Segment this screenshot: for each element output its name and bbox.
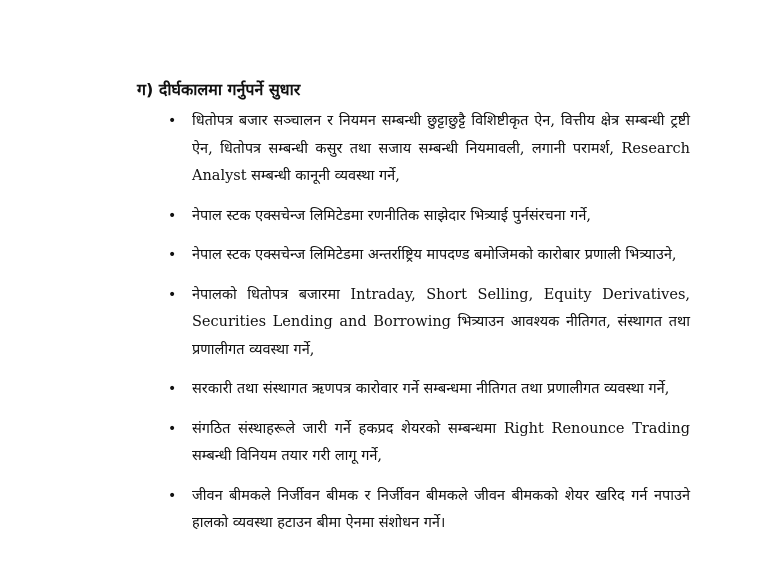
list-item: • धितोपत्र बजार सञ्चालन र नियमन सम्बन्धी छुट्टाछुट्टै विशिष्टीकृत ऐन, वित्तीय क्षेत्र सम्बन्धी ट्रष्टी ऐन, धितोपत्र सम्बन्धी कसुर तथा सजाय सम्बन्धी नियमावली, लगानी परामर्श, Research Analyst सम्बन्धी कानूनी व्यवस्था गर्ने, xyxy=(168,108,690,191)
section-heading: ग) दीर्घकालमा गर्नुपर्ने सुधार xyxy=(137,80,301,99)
list-item: • संगठित संस्थाहरूले जारी गर्ने हकप्रद शेयरको सम्बन्धमा Right Renounce Trading सम्बन्धी विनियम तयार गरी लागू गर्ने, xyxy=(168,416,690,471)
list-item: • नेपाल स्टक एक्सचेन्ज लिमिटेडमा अन्तर्राष्ट्रिय मापदण्ड बमोजिमको कारोबार प्रणाली भित्र्याउने, xyxy=(168,242,690,270)
list-item: • नेपाल स्टक एक्सचेन्ज लिमिटेडमा रणनीतिक साझेदार भित्र्याई पुर्नसंरचना गर्ने, xyxy=(168,203,690,231)
list-item: • जीवन बीमकले निर्जीवन बीमक र निर्जीवन बीमकले जीवन बीमकको शेयर खरिद गर्न नपाउने हालको व्यवस्था हटाउन बीमा ऐनमा संशोधन गर्ने। xyxy=(168,483,690,538)
list-item: • सरकारी तथा संस्थागत ऋणपत्र कारोवार गर्ने सम्बन्धमा नीतिगत तथा प्रणालीगत व्यवस्था गर्ने, xyxy=(168,376,690,404)
list-item: • नेपालको धितोपत्र बजारमा Intraday, Short Selling, Equity Derivatives, Securities Lending and Borrowing भित्र्याउन आवश्यक नीतिगत, संस्थागत तथा प्रणालीगत व्यवस्था गर्ने, xyxy=(168,282,690,365)
reform-list xyxy=(168,108,690,550)
